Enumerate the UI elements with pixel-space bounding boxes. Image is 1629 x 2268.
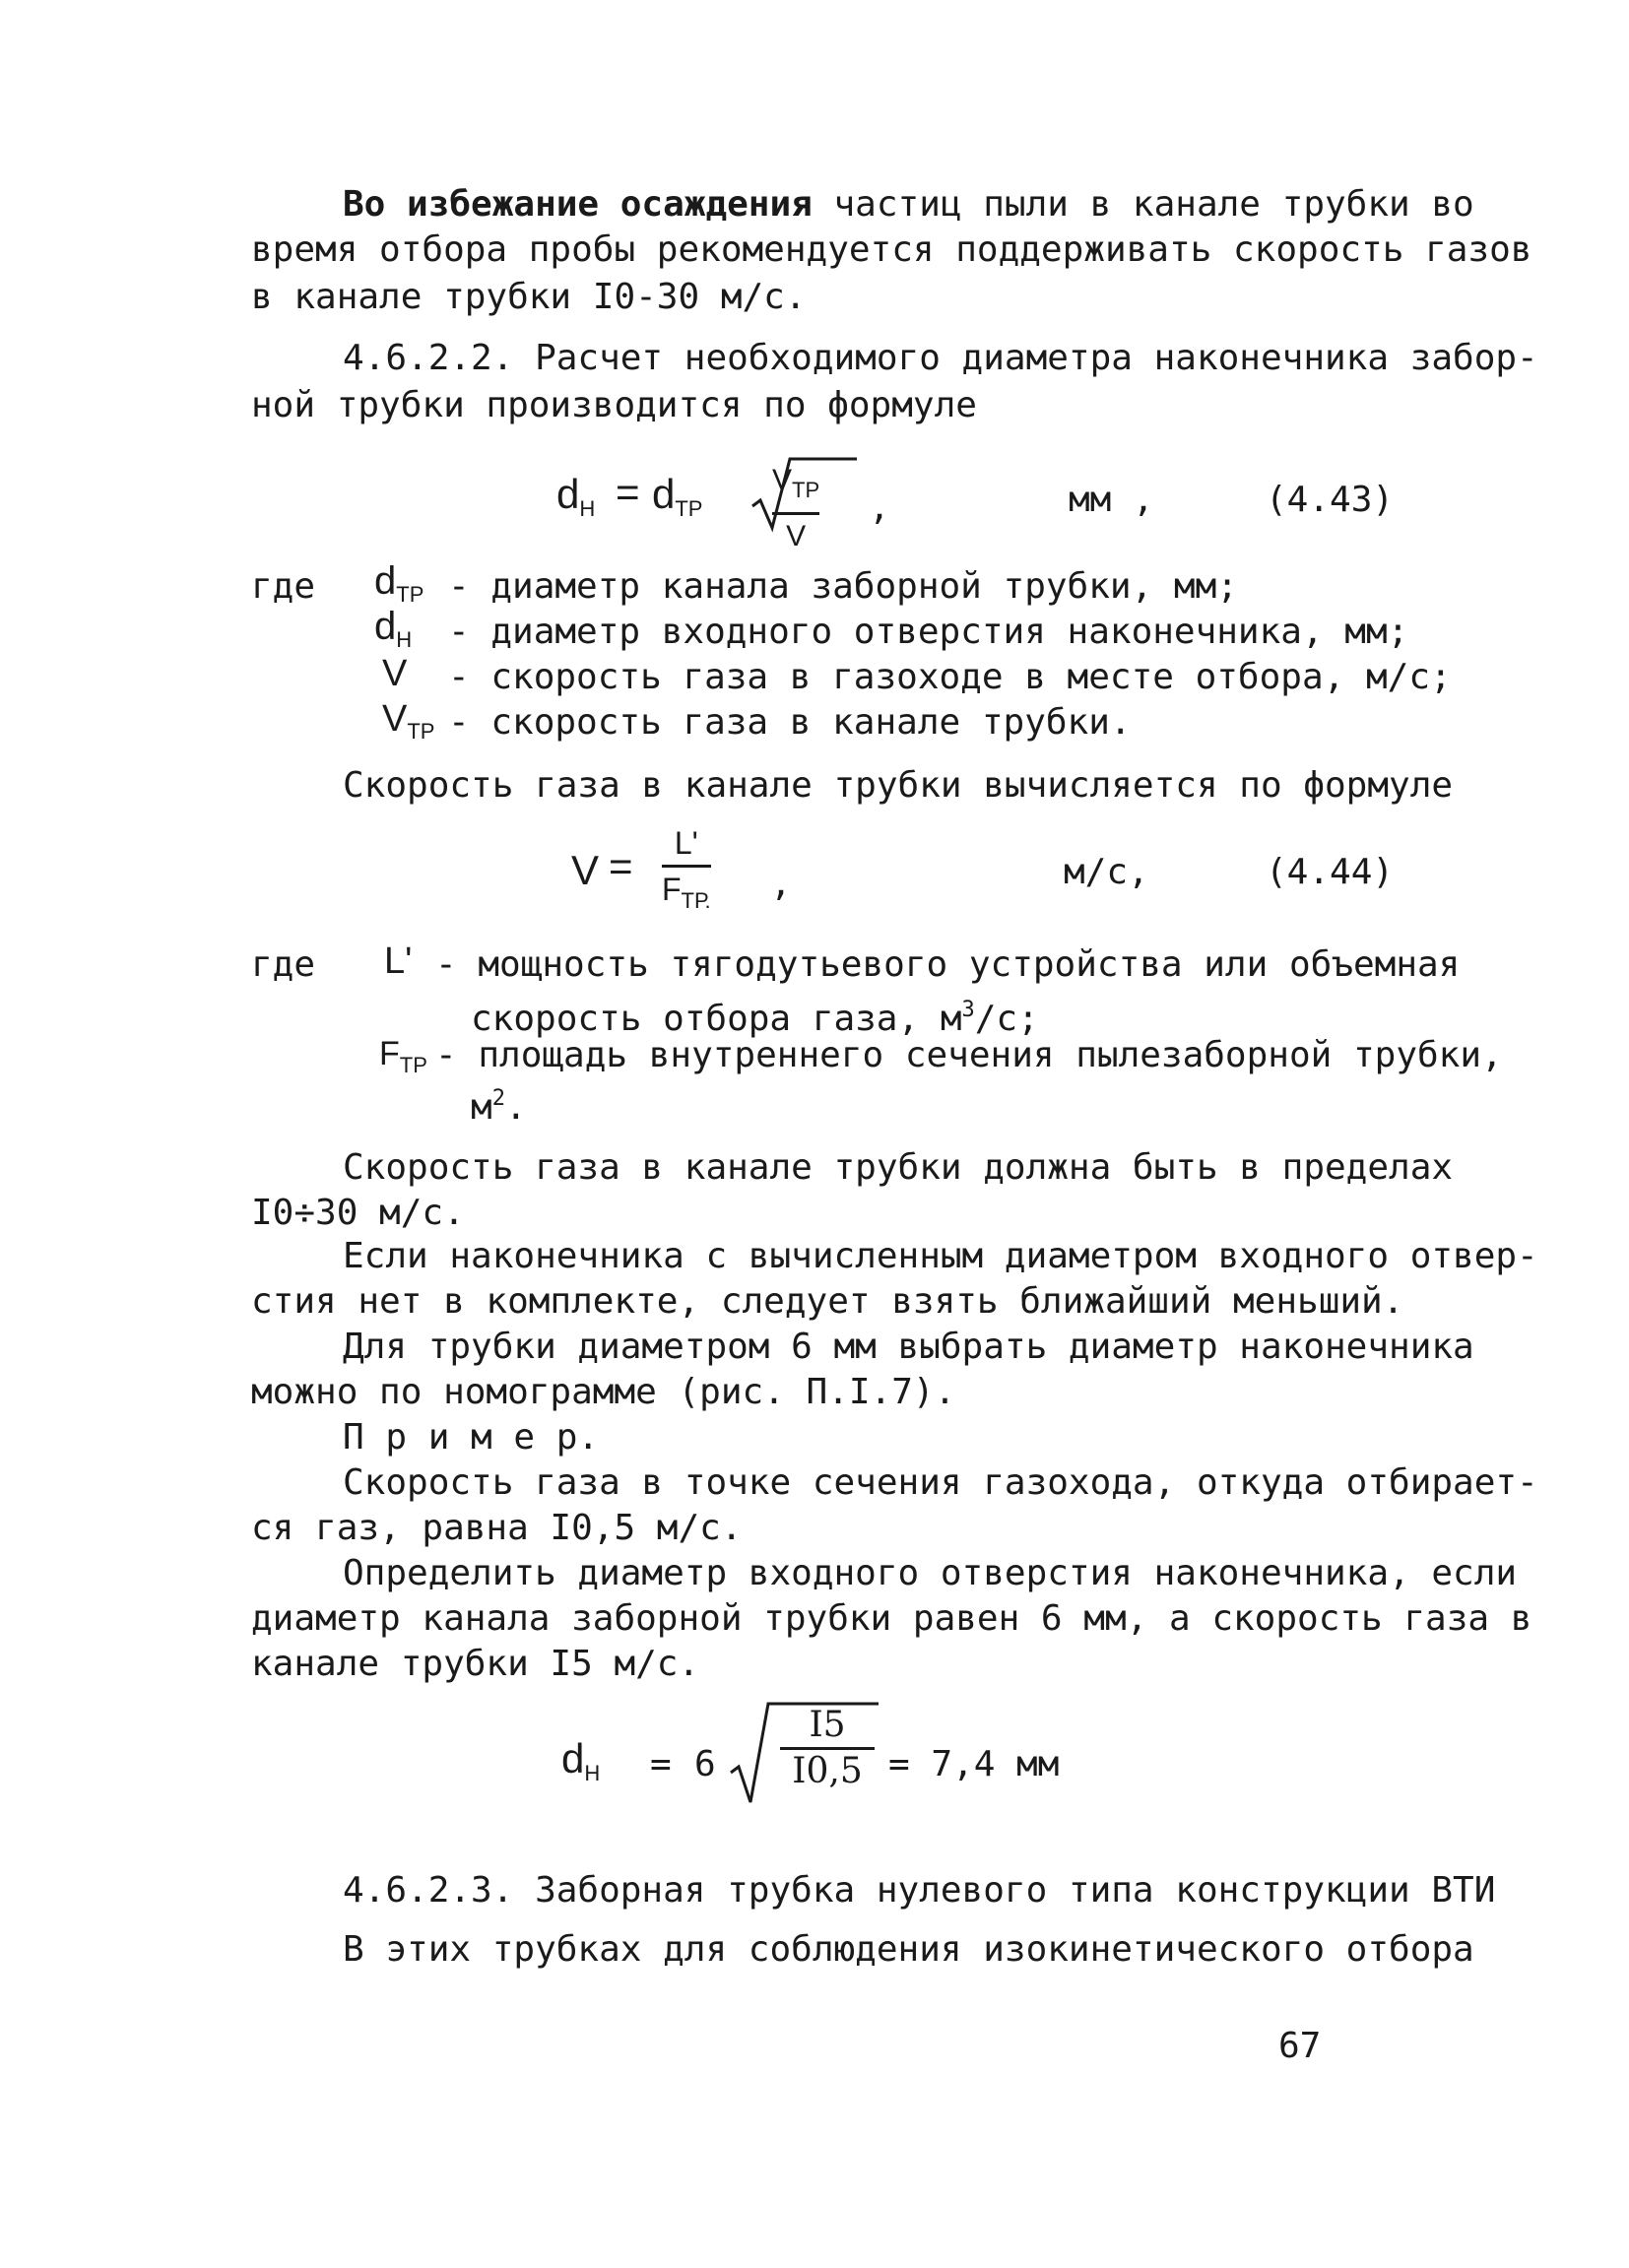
- body-p5-line-1: Определить диаметр входного отверстия наконечника, если: [343, 1553, 1518, 1593]
- legend-2-symbol-l: L': [384, 940, 413, 982]
- formula-4-44-number: (4.44): [1266, 852, 1395, 892]
- legend-1-where: где: [251, 566, 316, 607]
- legend-2-symbol-f-tr: $F_{ТР}$: [379, 1035, 427, 1077]
- formula-4-43-lhs: $d_Н$: [556, 471, 596, 521]
- section-4-6-2-3-line-1: 4.6.2.3. Заборная трубка нулевого типа конструкции ВТИ: [343, 1870, 1496, 1911]
- body-p1-line-2: I0÷30 м/с.: [251, 1193, 465, 1233]
- body-p3-line-1: Для трубки диаметром 6 мм выбрать диаметр наконечника: [343, 1327, 1474, 1367]
- formula-4-44-equals: =: [609, 843, 633, 889]
- legend-1-symbol-v: V: [382, 653, 408, 694]
- formula-4-43-comma: ,: [869, 487, 890, 528]
- fraction-bar: [772, 512, 819, 515]
- body-p2-line-2: стия нет в комплекте, следует взять ближайший меньший.: [251, 1281, 1404, 1322]
- fraction-numerator: L': [674, 825, 698, 861]
- formula-example-result: = 7,4 мм: [888, 1744, 1060, 1784]
- formula-example-fraction: [780, 1706, 875, 1791]
- body-p2-line-1: Если наконечника с вычисленным диаметром входного отвер-: [343, 1236, 1538, 1276]
- legend-2-text-2-line-2: $м^2$.: [471, 1086, 527, 1128]
- legend-1-symbol-d-n: $d_Н$: [374, 605, 413, 652]
- bold-lead-text: Во избежание осаждения: [343, 184, 813, 225]
- formula-4-43-d-tr: $d_{ТР}$: [652, 471, 703, 521]
- formula-4-44-lhs: V: [571, 847, 600, 893]
- page-number: 67: [1278, 2026, 1322, 2066]
- paragraph-1-line-3: в канале трубки I0-30 м/с.: [251, 277, 807, 317]
- fraction-numerator: $V_{ТР}$: [772, 464, 820, 502]
- example-heading: П р и м е р.: [343, 1417, 600, 1458]
- formula-4-44-fraction: [662, 823, 711, 921]
- formula-example-coef: 6: [694, 1744, 716, 1784]
- body-p5-line-2: диаметр канала заборной трубки равен 6 мм, а скорость газа в: [251, 1598, 1532, 1639]
- body-p5-line-3: канале трубки I5 м/с.: [251, 1644, 700, 1684]
- section-4-6-2-2-line-1: 4.6.2.2. Расчет необходимого диаметра наконечника забор-: [343, 338, 1538, 378]
- legend-2-where: где: [251, 944, 316, 985]
- section-4-6-2-2-line-2: ной трубки производится по формуле: [251, 385, 977, 425]
- legend-2-text-1-line-1: - мощность тягодутьевого устройства или объемная: [435, 944, 1461, 985]
- fraction-denominator: V: [786, 520, 807, 552]
- fraction-numerator: I5: [809, 1705, 846, 1745]
- legend-1-text-3: - скорость газа в газоходе в месте отбора, м/с;: [448, 657, 1452, 697]
- legend-2-text-1-line-2: скорость отбора газа, $м^3/с$;: [471, 998, 1039, 1039]
- body-p3-line-2: можно по номограмме (рис. П.I.7).: [251, 1372, 956, 1412]
- paragraph-1-line-2: время отбора пробы рекомендуется поддерживать скорость газов: [251, 229, 1532, 270]
- section-4-6-2-3-line-2: В этих трубках для соблюдения изокинетического отбора: [343, 1929, 1474, 1970]
- formula-4-44-unit: м/с,: [1064, 852, 1149, 892]
- legend-1-text-4: - скорость газа в канале трубки.: [448, 702, 1132, 743]
- fraction-denominator: $F_{ТР.}$: [662, 872, 711, 913]
- legend-1-text-2: - диаметр входного отверстия наконечника, мм;: [448, 612, 1409, 652]
- legend-2-text-2-line-1: - площадь внутреннего сечения пылезаборной трубки,: [435, 1035, 1503, 1075]
- formula-4-44-comma: ,: [770, 864, 792, 904]
- fraction-bar: [662, 865, 711, 868]
- formula-4-43-unit: мм ,: [1069, 480, 1154, 520]
- legend-1-symbol-d-tr: $d_{ТР}$: [374, 559, 424, 607]
- legend-1-symbol-v-tr: $V_{ТР}$: [382, 698, 435, 744]
- body-p4-line-1: Скорость газа в точке сечения газохода, откуда отбирает-: [343, 1462, 1538, 1503]
- formula-4-43-equals: =: [616, 469, 640, 515]
- legend-1-text-1: - диаметр канала заборной трубки, мм;: [448, 566, 1238, 607]
- formula-4-43-number: (4.43): [1266, 480, 1395, 520]
- fraction-bar: [780, 1747, 875, 1750]
- body-p4-line-2: ся газ, равна I0,5 м/с.: [251, 1508, 743, 1548]
- paragraph-1-line-1: Во избежание осаждения частиц пыли в канале трубки во: [343, 184, 1474, 225]
- velocity-sentence: Скорость газа в канале трубки вычисляется по формуле: [343, 765, 1454, 806]
- formula-4-43-fraction: [772, 461, 819, 556]
- formula-example-equals: =: [650, 1744, 672, 1784]
- body-p1-line-1: Скорость газа в канале трубки должна быть в пределах: [343, 1147, 1454, 1188]
- formula-example-lhs: $d_Н$: [561, 1735, 601, 1785]
- fraction-denominator: I0,5: [792, 1751, 863, 1791]
